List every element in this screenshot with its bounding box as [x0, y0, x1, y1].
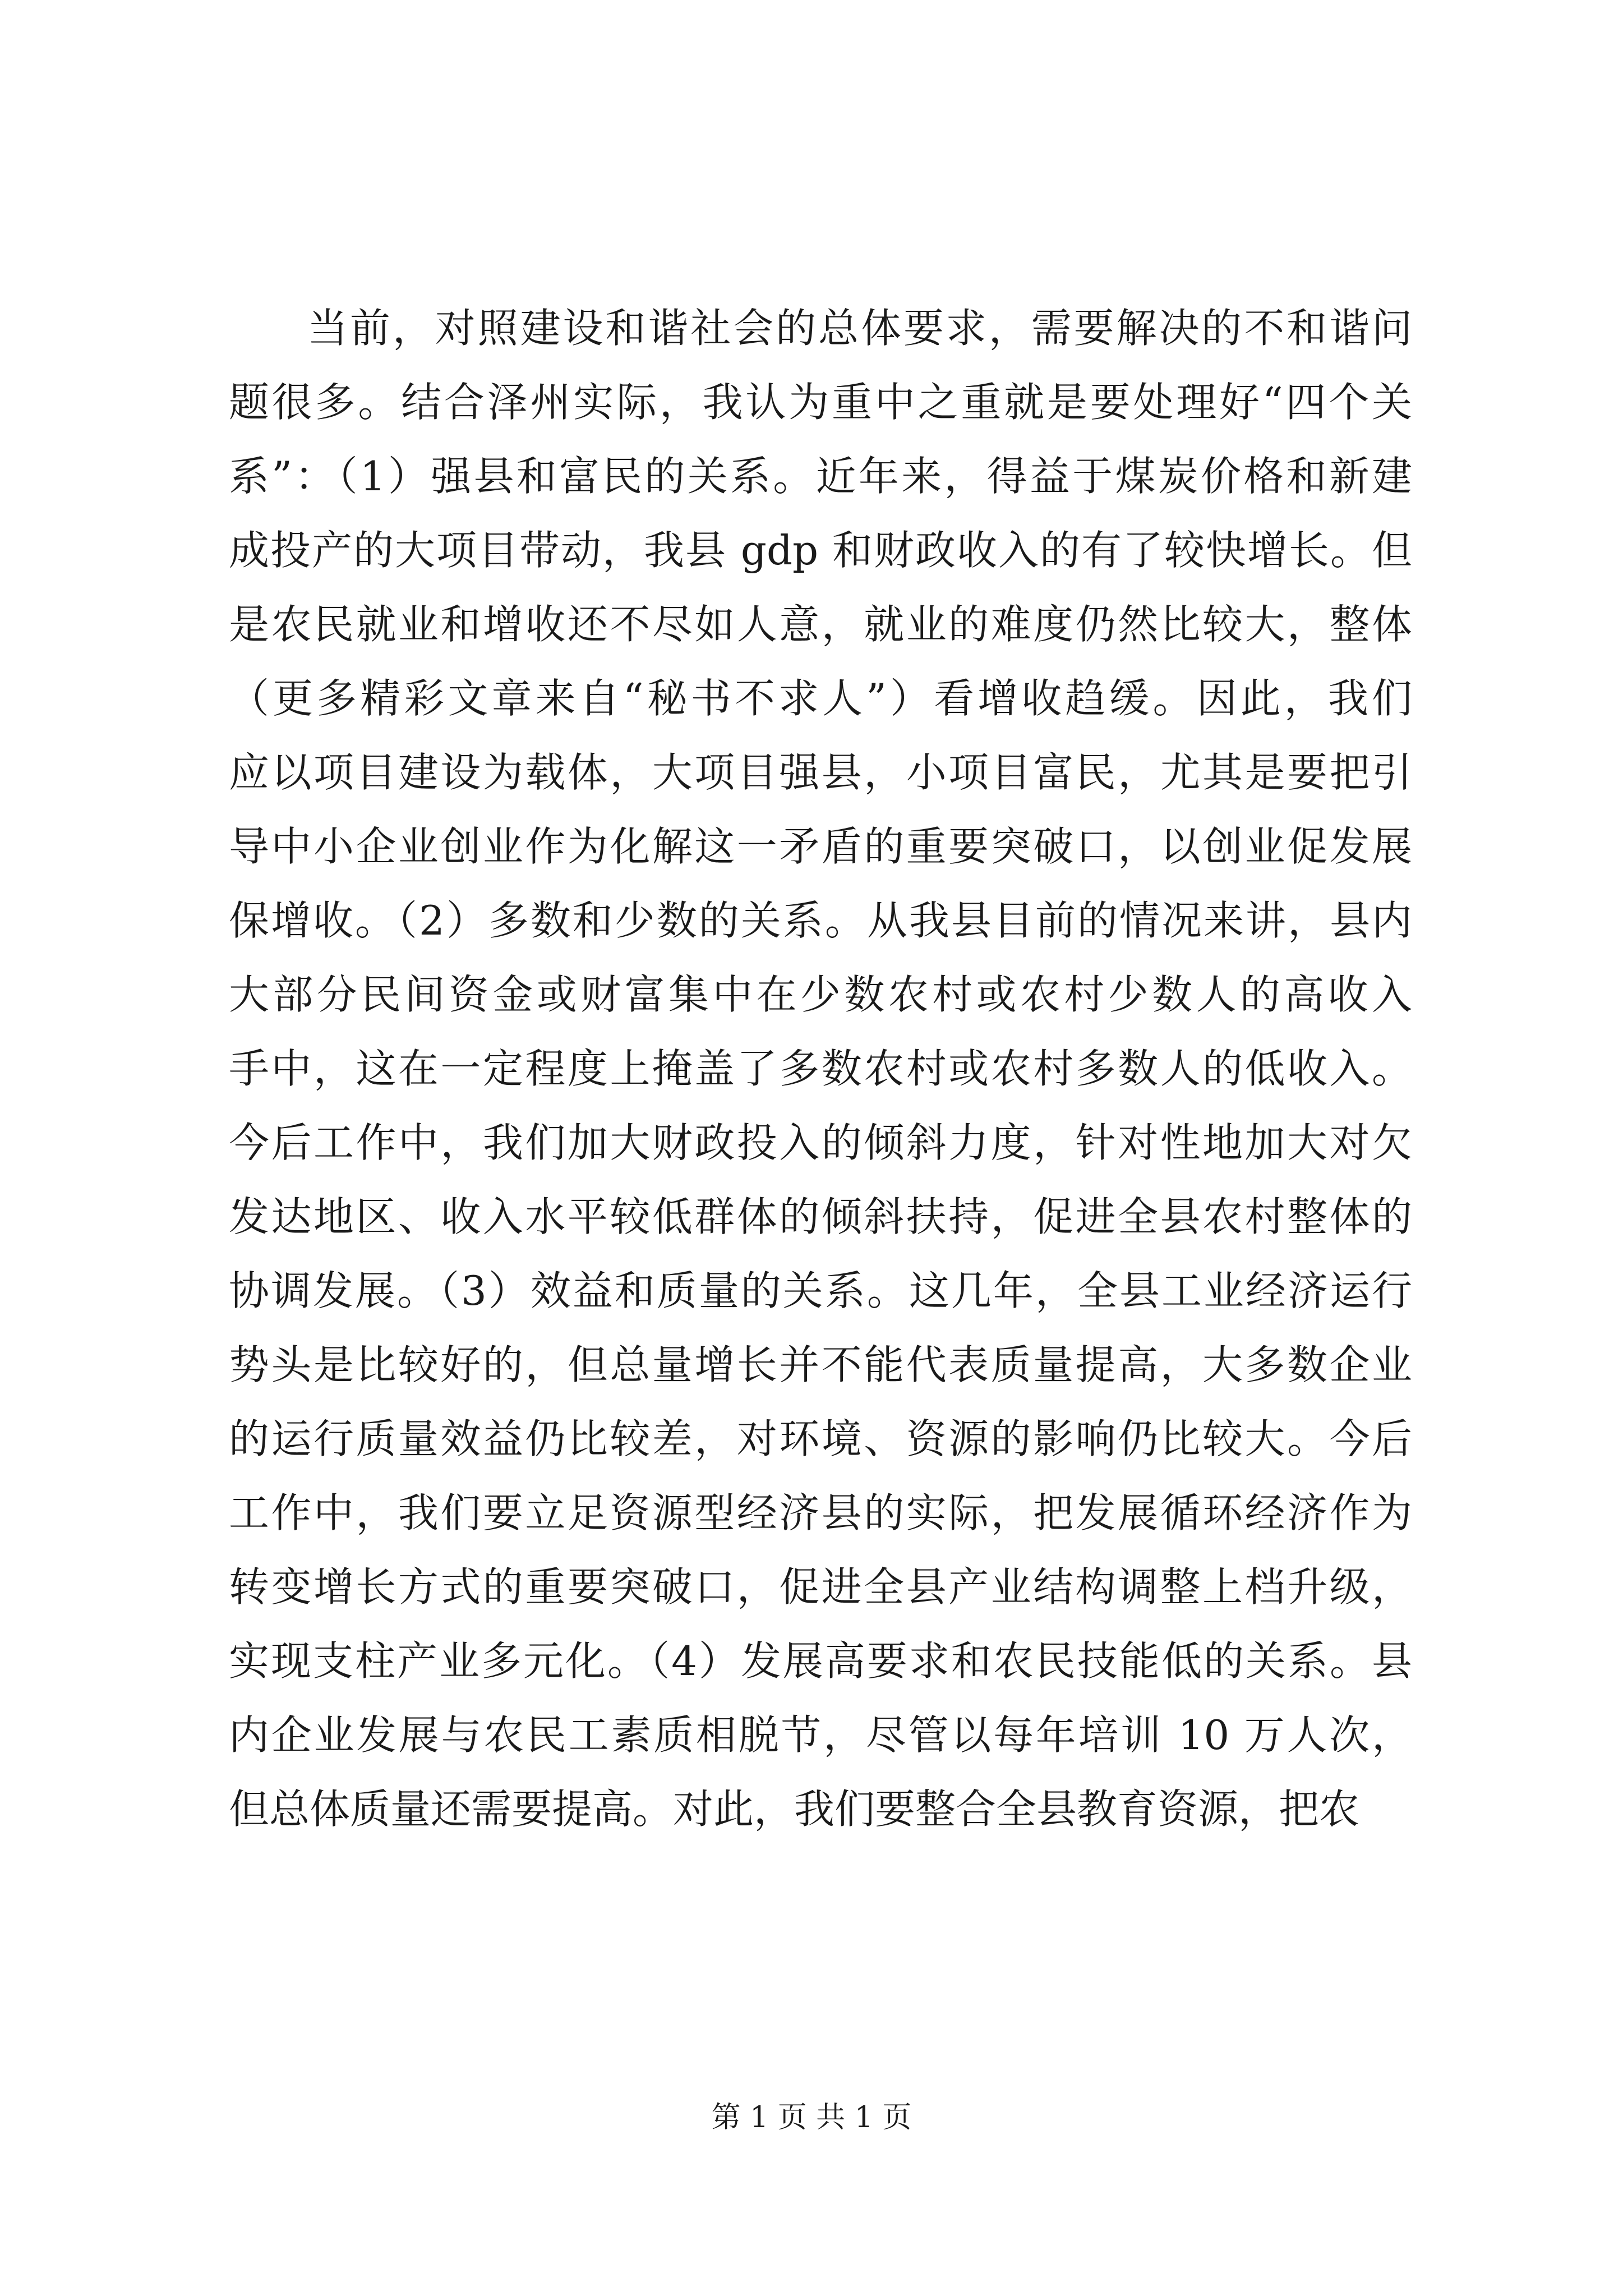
text-line: 势头是比较好的，但总量增长并不能代表质量提高，大多数企业 — [229, 1341, 1412, 1388]
text-line: 导中小企业创业作为化解这一矛盾的重要突破口，以创业促发展 — [229, 823, 1412, 870]
text-line: 手中，这在一定程度上掩盖了多数农村或农村多数人的低收入。 — [229, 1045, 1412, 1092]
text-line: 是农民就业和增收还不尽如人意，就业的难度仍然比较大，整体 — [229, 601, 1412, 648]
text-line: 的运行质量效益仍比较差，对环境、资源的影响仍比较大。今后 — [229, 1415, 1412, 1462]
text-line: 今后工作中，我们加大财政投入的倾斜力度，针对性地加大对欠 — [229, 1119, 1412, 1166]
text-line: 发达地区、收入水平较低群体的倾斜扶持，促进全县农村整体的 — [229, 1193, 1412, 1240]
text-line: 应以项目建设为载体，大项目强县，小项目富民，尤其是要把引 — [229, 749, 1412, 796]
text-line: 内企业发展与农民工素质相脱节，尽管以每年培训 10 万人次， — [229, 1711, 1412, 1759]
page-footer: 第 1 页 共 1 页 — [711, 2101, 912, 2134]
text-line: 题很多。结合泽州实际，我认为重中之重就是要处理好“四个关 — [229, 379, 1412, 426]
text-line: 协调发展。（3）效益和质量的关系。这几年，全县工业经济运行 — [229, 1267, 1412, 1314]
text-line: 系”：（1）强县和富民的关系。近年来，得益于煤炭价格和新建 — [229, 453, 1412, 500]
text-line: 成投产的大项目带动，我县 gdp 和财政收入的有了较快增长。但 — [229, 527, 1412, 574]
text-line: 但总体质量还需要提高。对此，我们要整合全县教育资源，把农 — [229, 1786, 1360, 1833]
text-line: 工作中，我们要立足资源型经济县的实际，把发展循环经济作为 — [229, 1489, 1412, 1536]
text-line: 实现支柱产业多元化。（4）发展高要求和农民技能低的关系。县 — [229, 1637, 1412, 1685]
text-line: （更多精彩文章来自“秘书不求人”）看增收趋缓。因此，我们 — [229, 675, 1412, 722]
text-line: 大部分民间资金或财富集中在少数农村或农村少数人的高收入 — [229, 971, 1412, 1018]
text-line: 保增收。（2）多数和少数的关系。从我县目前的情况来讲，县内 — [229, 897, 1412, 944]
text-line: 转变增长方式的重要突破口，促进全县产业结构调整上档升级， — [229, 1563, 1412, 1611]
text-line: 当前，对照建设和谐社会的总体要求，需要解决的不和谐问 — [307, 305, 1412, 352]
